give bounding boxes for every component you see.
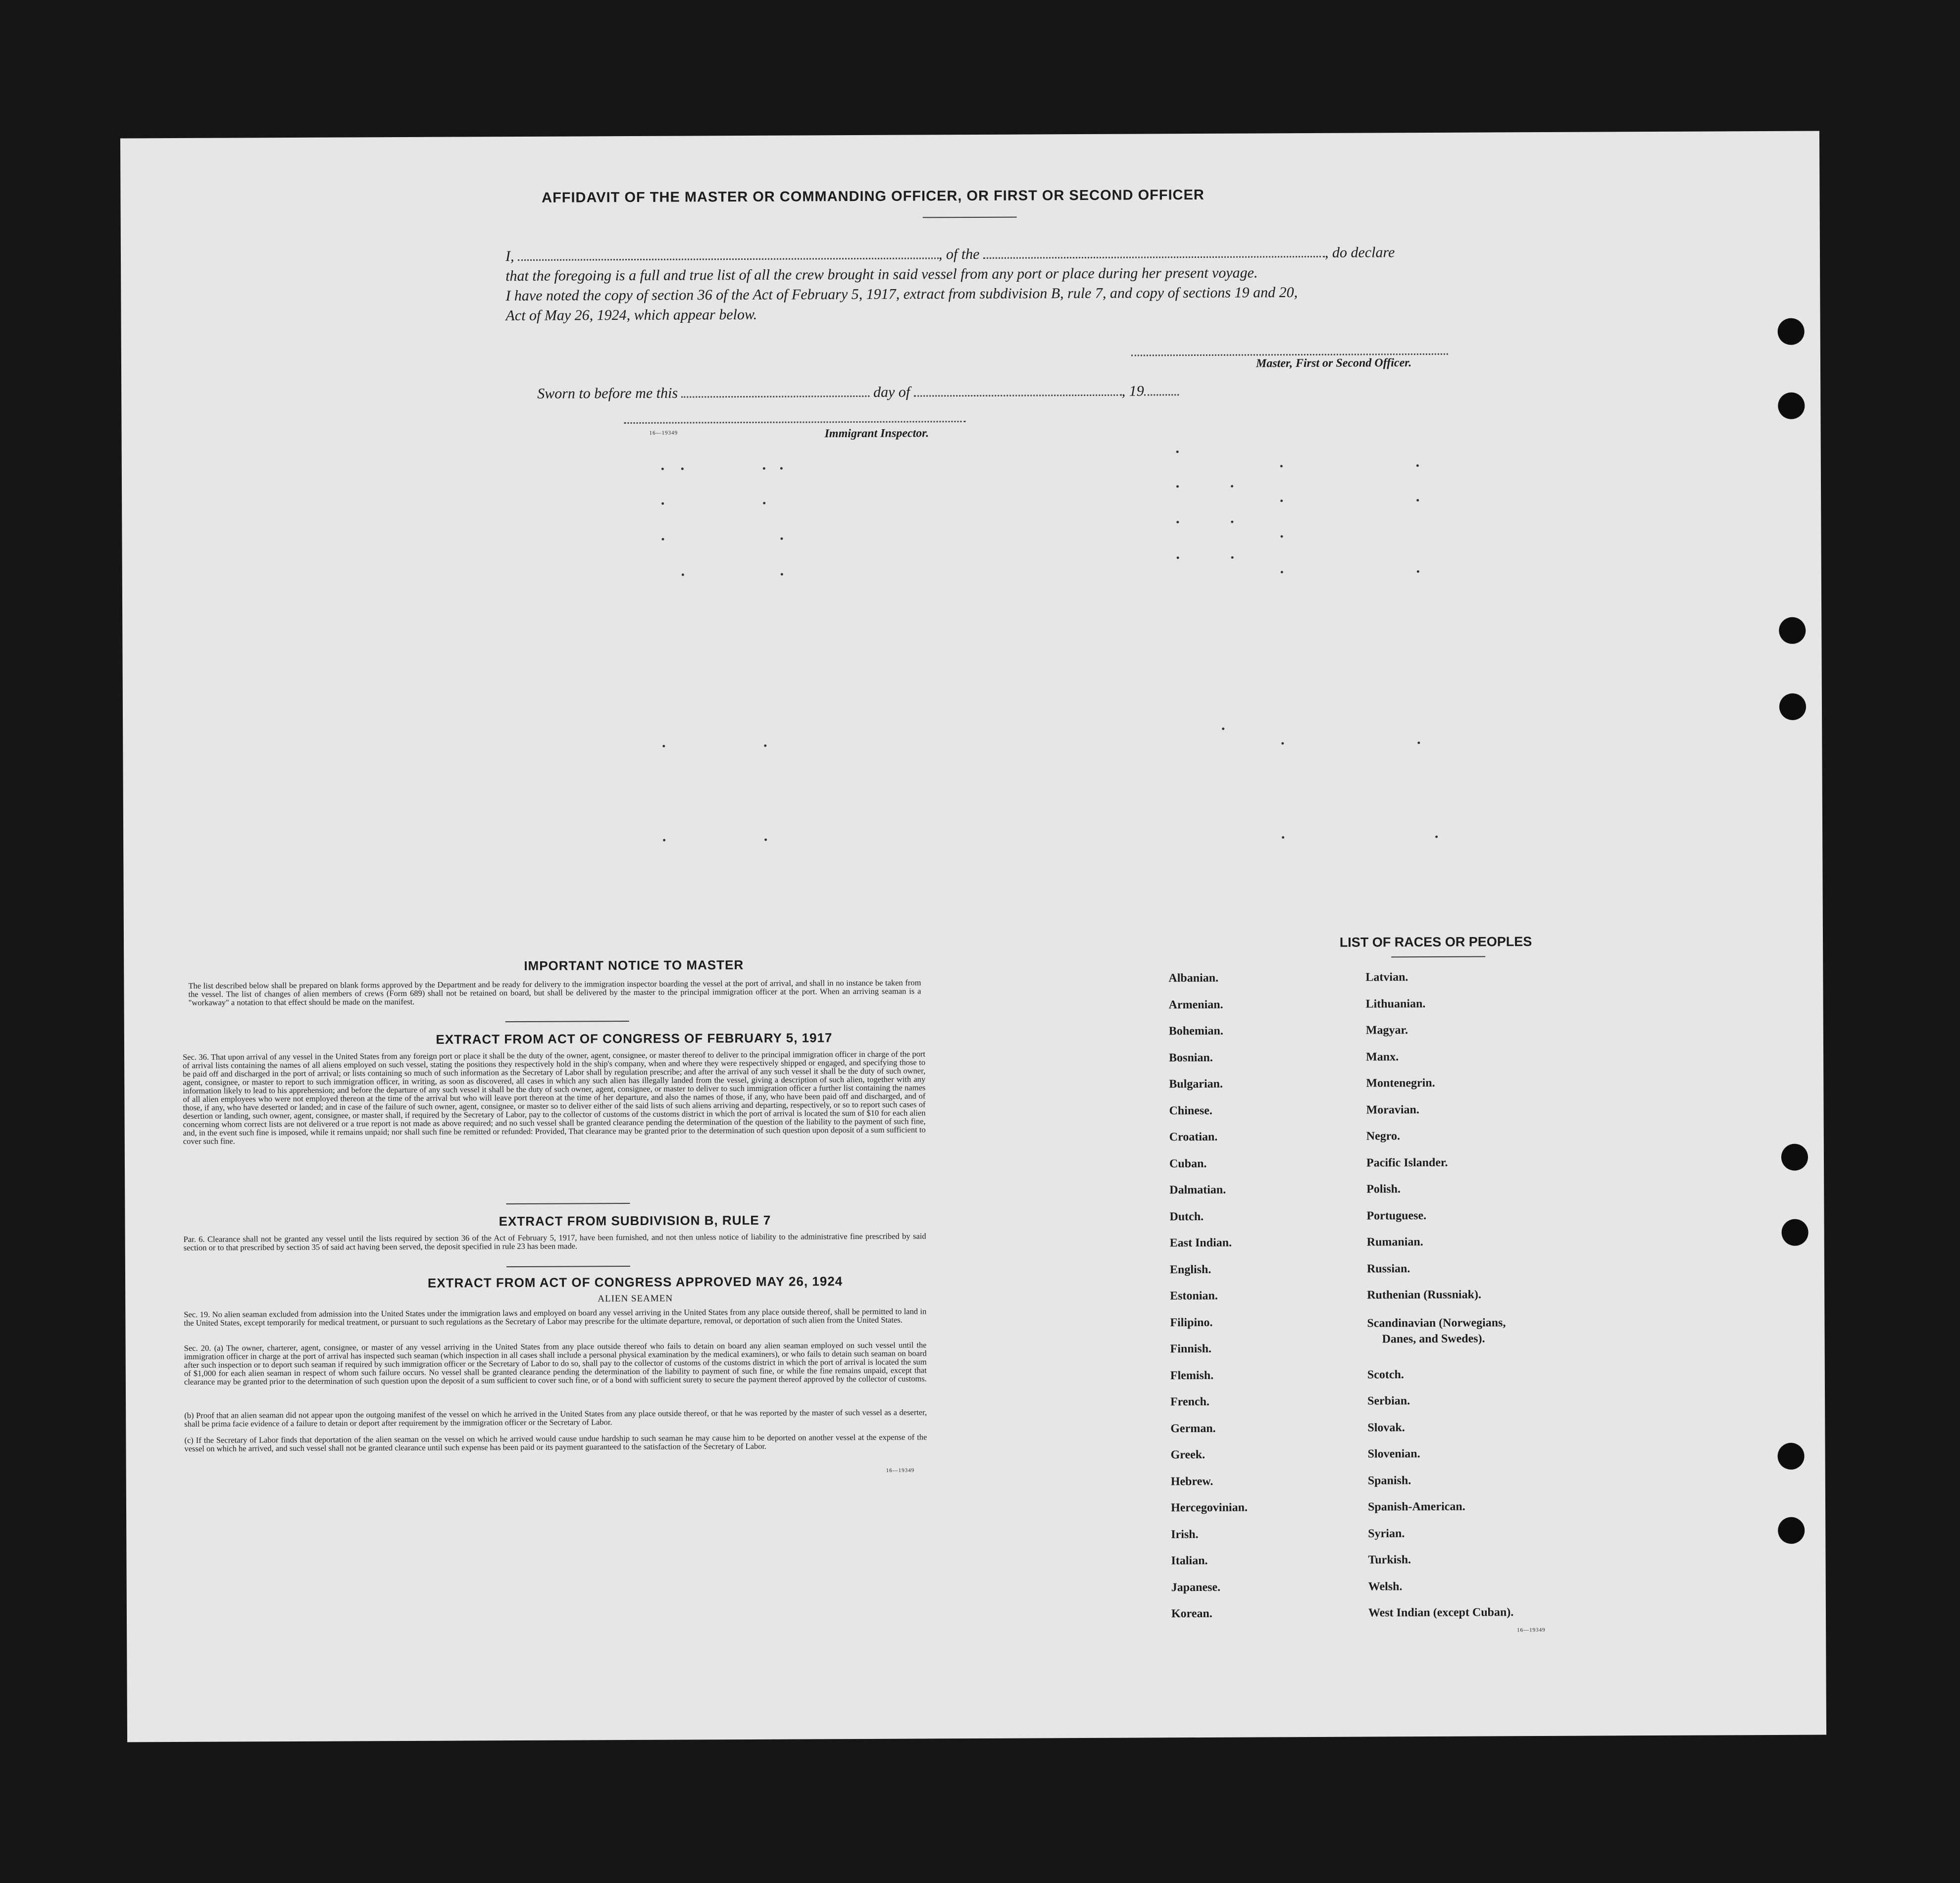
declaration-do-declare: , do declare [1324, 244, 1395, 261]
sec20b-text: (b) Proof that an alien seaman did not appear upon the outgoing manifest of the vessel on which he arrived in the United States from any place outside thereof, or that he was reported by the master of such vessel as a deserter, shall be prima facie evidence of a failure to detain or deport after requirement by the immigration officer or the Secretary of Labor. [184, 1407, 927, 1429]
race-item: Magyar. [1365, 1024, 1408, 1037]
binder-hole [1778, 318, 1805, 345]
title-rule [923, 217, 1017, 218]
race-item: Bulgarian. [1169, 1077, 1223, 1091]
race-item-scandinavian [1367, 1315, 1512, 1368]
bleed-dot [1281, 742, 1284, 744]
sworn-month-field[interactable] [914, 392, 1122, 397]
sec20a-text: Sec. 20. (a) The owner, charterer, agent, consignee, or master of any vessel arriving in the United States from any place outside thereof who fails to detain on board any alien seaman employed on such vessel until the immigration officer in charge at the port of arrival has inspected such seaman (which inspection in all cases shall include a personal physical examination by the medical examiners), or who fails to detain such seaman on board after such inspection or to deport such seaman if required by such immigration officer or the Secretary of Labor to do so, shall pay to the collector of customs of the customs district in which the port of arrival is located the sum of $1,000 for each alien seaman in respect of whom such failure occurs. No vessel shall be granted clearance pending the determination of the liability to payment of such fine, or while the fine remains unpaid, except that clearance may be granted prior to the determination of such question upon the deposit of a sum sufficient to cover such fine, or of a bond with sufficient surety to secure the payment thereof approved by the collector of customs. [184, 1340, 927, 1387]
race-item: Chinese. [1169, 1104, 1212, 1117]
act-1917-title: EXTRACT FROM ACT OF CONGRESS OF FEBRUARY 5, 1917 [436, 1030, 833, 1047]
binder-hole [1779, 694, 1806, 720]
bleed-dot [1231, 485, 1233, 488]
form-page [120, 131, 1826, 1742]
declaration-line-1 [505, 243, 1395, 266]
race-item: West Indian (except Cuban). [1368, 1606, 1514, 1620]
sec19-text: Sec. 19. No alien seaman excluded from admission into the United States under the immigration laws and employed on board any vessel arriving in the United States from any place outside thereof, shall be permitted to land in the United States, except temporarily for medical treatment, or pursuant to such regulations as the Secretary of Labor may prescribe for the ultimate departure, removal, or deportation of such alien from the United States. [184, 1306, 927, 1328]
form-number-races: 16—19349 [1517, 1627, 1546, 1634]
race-item: Latvian. [1365, 971, 1408, 984]
race-item: East Indian. [1169, 1236, 1232, 1250]
race-item: Syrian. [1368, 1527, 1405, 1540]
sec20c-text: (c) If the Secretary of Labor finds that deportation of the alien seaman on the vessel on which he arrived would cause undue hardship to such seaman he may cause him to be deported on another vessel at the expense of the vessel on which he arrived, and such vessel shall not be granted clearance until such expense has been paid or its payment guaranteed to the satisfaction of the Secretary of Labor. [184, 1432, 927, 1453]
bleed-dot [662, 745, 665, 747]
declaration-i: I, [505, 248, 514, 265]
race-item-line: Danes, and Swedes). [1382, 1332, 1485, 1345]
bleed-dot [1176, 485, 1179, 488]
race-item: Ruthenian (Russniak). [1367, 1288, 1481, 1302]
declaration-line-2: that the foregoing is a full and true list of all the crew brought in said vessel from any port or place during her present voyage. [505, 264, 1258, 285]
race-item: Rumanian. [1366, 1236, 1423, 1249]
race-item: Lithuanian. [1365, 997, 1426, 1011]
act-1917-text: Sec. 36. That upon arrival of any vessel in the United States from any foreign port or place it shall be the duty of the owner, agent, consignee, or master thereof to deliver to the principal immigration officer in charge of the port of arrival lists containing the names of all aliens employed on such vessel, stating the positions they respectively hold in the ship's company, when and where they were respectively shipped or engaged, and specifying those to be paid off and discharged in the port of arrival; or lists containing so much of such information as the Secretary of Labor shall by regulation prescribe; and after the arrival of any such vessel it shall be the duty of such owner, agent, consignee, or master to report to such immigration officer, in writing, as soon as discovered, all cases in which any such alien has illegally landed from the vessel, giving a description of such alien, together with any information likely to lead to his apprehension; and before the departure of any such vessel it shall be the duty of such owner, agent, consignee, or master to deliver to such immigration officer a further list containing the names of all alien employees who were not employed thereon at the time of the arrival but who will leave port thereon at the time of her departure, and also the names of those, if any, who have been paid off and discharged, and of those, if any, who have deserted or landed; and in case of the failure of such owner, agent, consignee, or master so to deliver either of the said lists of such aliens arriving and departing, respectively, or so to report such cases of desertion or landing, such owner, agent, consignee, or master shall, if required by the Secretary of Labor, pay to the collector of customs of the customs district in which the port of arrival is located the sum of $10 for each alien concerning whom correct lists are not delivered or a true report is not made as above required; and no such vessel shall be granted clearance pending the determination of the question of the liability to the payment of such fine, and, in the event such fine is imposed, while it remains unpaid; nor shall such fine be remitted or refunded: Provided, That clearance may be granted prior to the determination of such question upon deposit of a sum sufficient to cover such fine. [183, 1049, 926, 1146]
sworn-day-field[interactable] [682, 393, 870, 398]
section-rule [506, 1266, 630, 1267]
bleed-dot [781, 573, 783, 576]
master-signature-line[interactable] [1131, 353, 1448, 356]
race-item: Pacific Islander. [1366, 1156, 1448, 1170]
race-item: Hebrew. [1170, 1475, 1213, 1488]
race-item: Negro. [1366, 1130, 1401, 1143]
bleed-dot [764, 744, 766, 747]
declaration-line-4: Act of May 26, 1924, which appear below. [505, 306, 757, 324]
binder-hole [1778, 393, 1805, 419]
bleed-dot [1177, 556, 1179, 559]
notice-title: IMPORTANT NOTICE TO MASTER [524, 957, 744, 973]
notice-text: The list described below shall be prepared on blank forms approved by the Department and be ready for delivery to the immigration inspector boarding the vessel at the port of arrival, and shall in no instance be taken from the vessel. The list of changes of alien members of crews (Form 689) shall not be retained on board, but shall be delivered by the master to the principal immigration officer at the port. When an arriving seaman is a "workaway" a notation to that effect should be made on the manifest. [188, 978, 921, 1007]
affidavit-title: AFFIDAVIT OF THE MASTER OR COMMANDING OFFICER, OR FIRST OR SECOND OFFICER [542, 187, 1205, 206]
race-item: Estonian. [1170, 1289, 1218, 1303]
inspector-signature-line[interactable] [624, 421, 965, 424]
race-item: Moravian. [1366, 1103, 1419, 1117]
bleed-dot [1222, 728, 1224, 730]
bleed-dot [1417, 570, 1419, 573]
bleed-dot [1280, 465, 1283, 467]
section-rule [506, 1203, 630, 1204]
race-item: Dalmatian. [1169, 1183, 1226, 1197]
bleed-dot [682, 574, 684, 576]
bleed-dot [663, 839, 665, 842]
declaration-of-the: , of the [938, 246, 980, 263]
bleed-dot [1280, 499, 1283, 502]
inspector-label: Immigrant Inspector. [824, 427, 929, 441]
race-item: Montenegrin. [1366, 1076, 1435, 1090]
binder-hole [1777, 1443, 1804, 1470]
bleed-dot [1417, 742, 1420, 744]
act-1924-subtitle: ALIEN SEAMEN [598, 1293, 673, 1304]
bleed-dot [1231, 556, 1234, 559]
race-item: Croatian. [1169, 1130, 1218, 1144]
sworn-line [537, 381, 1179, 404]
master-signature-label: Master, First or Second Officer. [1256, 356, 1412, 370]
races-title: LIST OF RACES OR PEOPLES [1339, 934, 1532, 950]
race-item: Korean. [1171, 1607, 1212, 1621]
race-item: Welsh. [1368, 1580, 1403, 1593]
year-prefix: , 19 [1121, 383, 1144, 399]
race-item: Greek. [1170, 1448, 1206, 1462]
bleed-dot [1282, 836, 1284, 839]
race-item: Hercegovinian. [1170, 1501, 1248, 1515]
race-item: Manx. [1366, 1050, 1399, 1064]
race-item: Spanish. [1367, 1474, 1411, 1487]
race-item: Flemish. [1170, 1369, 1214, 1382]
race-item: Serbian. [1367, 1394, 1410, 1408]
race-item: Turkish. [1368, 1553, 1411, 1567]
rule7-text: Par. 6. Clearance shall not be granted any vessel until the lists required by section 36 of the Act of February 5, 1917, have been furnished, and not then unless notice of liability to the administrative fine prescribed by said section or to that prescribed by section 35 of said act having been served, the deposit specified in rule 23 has been made. [183, 1231, 926, 1252]
bleed-dot [661, 502, 664, 505]
race-item: Slovak. [1367, 1421, 1405, 1435]
race-item: Bohemian. [1168, 1024, 1223, 1038]
bleed-dot [780, 538, 783, 540]
races-column-1 [1168, 972, 1248, 1634]
race-item: English. [1169, 1263, 1211, 1276]
race-item: German. [1170, 1422, 1216, 1435]
binder-hole [1782, 1219, 1809, 1246]
bleed-dot [661, 538, 664, 541]
bleed-dot [1281, 571, 1283, 573]
binder-hole [1781, 1144, 1808, 1171]
day-of-text: day of [873, 384, 910, 400]
sworn-year-field[interactable] [1144, 391, 1179, 396]
race-item: Filipino. [1170, 1316, 1213, 1329]
form-number-bottom: 16—19349 [886, 1467, 915, 1474]
race-item: Italian. [1171, 1554, 1208, 1568]
bleed-dot [1280, 535, 1283, 538]
bleed-dot [780, 467, 783, 470]
race-item-line: Scandinavian (Norwegians, [1367, 1316, 1506, 1330]
race-item: Polish. [1366, 1183, 1401, 1196]
race-item: Slovenian. [1367, 1447, 1420, 1461]
bleed-dot [1435, 836, 1438, 838]
race-item: Finnish. [1170, 1342, 1212, 1356]
race-item: Armenian. [1168, 998, 1223, 1011]
race-item: Bosnian. [1169, 1051, 1213, 1064]
races-column-2 [1365, 970, 1513, 1633]
races-rule [1391, 956, 1485, 957]
bleed-dot [1416, 499, 1419, 501]
vessel-field[interactable] [983, 253, 1325, 259]
bleed-dot [763, 467, 765, 470]
declaration-line-3: I have noted the copy of section 36 of the Act of February 5, 1917, extract from subdivision B, rule 7, and copy of sections 19 and 20, [505, 284, 1298, 304]
race-item: Albanian. [1168, 971, 1219, 985]
rule7-title: EXTRACT FROM SUBDIVISION B, RULE 7 [499, 1212, 771, 1229]
binder-hole [1778, 1517, 1805, 1544]
race-item: French. [1170, 1395, 1210, 1409]
bleed-dot [1416, 464, 1419, 467]
race-item: Dutch. [1169, 1210, 1204, 1223]
bleed-dot [1176, 521, 1179, 523]
bleed-dot [681, 468, 684, 470]
section-rule [505, 1021, 629, 1022]
bleed-dot [764, 839, 767, 841]
race-item: Japanese. [1171, 1581, 1221, 1594]
bleed-dot [763, 502, 765, 504]
race-item: Spanish-American. [1367, 1500, 1465, 1514]
race-item: Portuguese. [1366, 1209, 1427, 1223]
act-1924-title: EXTRACT FROM ACT OF CONGRESS APPROVED MAY 26, 1924 [427, 1274, 843, 1290]
race-item: Scotch. [1367, 1368, 1404, 1382]
race-item: Irish. [1171, 1528, 1199, 1541]
bleed-dot [1231, 521, 1233, 523]
binder-hole [1779, 617, 1806, 644]
bleed-dot [1176, 450, 1179, 453]
bleed-dot [661, 468, 664, 470]
sworn-text: Sworn to before me this [537, 385, 678, 402]
race-item: Cuban. [1169, 1157, 1207, 1170]
race-item: Russian. [1366, 1262, 1410, 1276]
name-field[interactable] [518, 254, 939, 261]
form-number-top: 16—19349 [649, 430, 678, 436]
